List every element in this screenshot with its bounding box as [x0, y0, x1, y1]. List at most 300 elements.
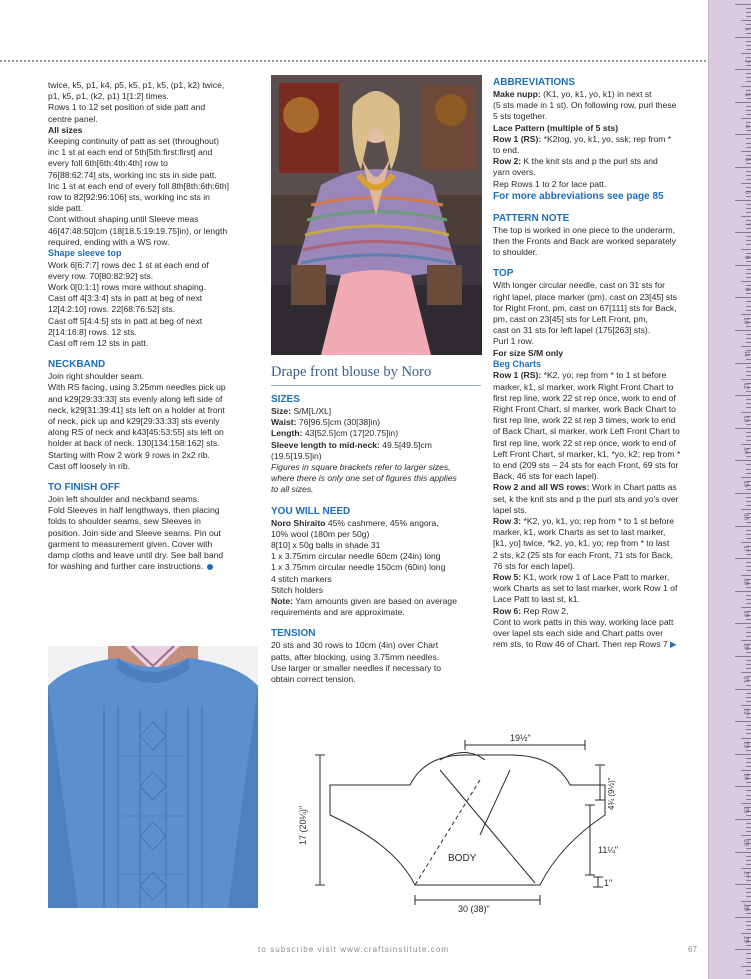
text-line: obtain correct tension. — [271, 674, 356, 685]
ruler-number: 26 — [743, 838, 749, 846]
neckband-heading: NECKBAND — [48, 359, 106, 371]
text-line: With RS facing, using 3.25mm needles pick up — [48, 382, 226, 393]
ruler-tick — [746, 45, 751, 46]
ruler-tick — [746, 175, 751, 176]
text-line: Cast off loosely in rib. — [48, 460, 130, 471]
ruler-number: 21 — [743, 675, 749, 683]
measuring-ruler — [708, 0, 751, 979]
top-width-label: 19½" — [510, 733, 531, 743]
lace-row-2-text — [493, 156, 705, 190]
text-line: over lapel sts each side and Chart patts over — [493, 628, 664, 639]
text-line: cast on 31 sts for left lapel (175[263] sts). — [493, 325, 651, 336]
ruler-tick — [746, 962, 751, 963]
ruler-tick — [746, 664, 751, 665]
text-line: 2 sts, k2 (25 sts for each Front, 71 sts for Back, — [493, 549, 674, 560]
text-line: Rows 1 to 12 set position of side patt and — [48, 102, 206, 113]
chart-row-3-text — [493, 516, 705, 572]
text-line: patts, after blocking, using 3.75mm needles. — [271, 651, 440, 662]
ruler-tick — [746, 212, 751, 213]
ruler-tick — [746, 562, 751, 563]
text-line: marker, k1, sl marker, work Right Front Chart to — [493, 381, 674, 392]
text-line: With longer circular needle, cast on 31 sts for — [493, 280, 665, 291]
text-line: Noro Shiraito 45% cashmere, 45% angora, — [271, 517, 439, 528]
drape-blouse-photo — [271, 75, 482, 355]
ruler-tick — [746, 301, 751, 302]
text-line: for Right Front, pm, cast on 67[111] sts for Back, — [493, 302, 677, 313]
ruler-tick — [741, 966, 751, 967]
ruler-tick — [741, 379, 751, 380]
text-line: 46[47:48:50]cm (18[18.5:19:19.75]in), or length — [48, 225, 228, 236]
end-dot-icon — [207, 564, 213, 570]
ruler-tick — [741, 444, 751, 445]
ruler-tick — [746, 285, 751, 286]
ruler-tick — [746, 253, 751, 254]
ruler-tick — [746, 860, 751, 861]
finish-text — [48, 494, 258, 572]
sizes-heading: SIZES — [271, 394, 300, 405]
lace-row-1-text — [493, 134, 705, 156]
ruler-tick — [746, 587, 751, 588]
ruler-tick — [746, 261, 751, 262]
text-line: Row 2 and all WS rows: Work in Chart patts as — [493, 482, 677, 493]
ruler-tick — [746, 501, 751, 502]
ruler-tick — [746, 399, 751, 400]
ruler-tick — [746, 326, 751, 327]
ruler-tick — [746, 497, 751, 498]
ruler-tick — [746, 505, 751, 506]
ruler-tick — [746, 790, 751, 791]
ruler-tick — [746, 489, 751, 490]
text-line: Row 5: K1, work row 1 of Lace Patt to marker, — [493, 572, 670, 583]
ruler-tick — [746, 717, 751, 718]
lace-pattern-label: Lace Pattern (multiple of 5 sts) — [493, 122, 619, 133]
ruler-tick — [746, 888, 751, 889]
ruler-tick — [746, 391, 751, 392]
text-line: garment to measurement given. Cover with — [48, 538, 213, 549]
text-line: Row 1 (RS): *K2tog, yo, k1, yo, ssk; rep from * — [493, 133, 672, 144]
ruler-tick — [735, 330, 751, 331]
ruler-tick — [735, 949, 751, 950]
ruler-number: 24 — [743, 773, 749, 781]
text-line: 76 sts for each lapel). — [493, 560, 576, 571]
page-number: 67 — [688, 945, 697, 954]
ruler-tick — [746, 953, 751, 954]
ruler-number: 17 — [743, 545, 749, 553]
text-line: required, ending with a WS row. — [48, 236, 170, 247]
pattern-note-text — [493, 225, 705, 259]
text-line: damp cloths and leave until dry. See ball band — [48, 550, 224, 561]
ruler-number: 28 — [743, 904, 749, 911]
text-line: The top is worked in one piece to the underarm, — [493, 224, 676, 235]
height-left-label: 17 (20¼)" — [298, 805, 308, 845]
ruler-tick — [741, 542, 751, 543]
neckband-text — [48, 371, 258, 472]
ruler-tick — [746, 57, 751, 58]
text-line: rem sts, to Row 46 of Chart. Then rep Rows 7 ▶ — [493, 639, 677, 650]
ruler-number: 6 — [743, 190, 749, 194]
ruler-tick — [741, 509, 751, 510]
ruler-number: 15 — [743, 480, 749, 487]
ruler-tick — [735, 689, 751, 690]
figures-note — [271, 462, 481, 496]
ruler-number: 27 — [743, 871, 749, 879]
text-line: centre panel. — [48, 113, 98, 124]
text-line: pm, cast on 23[45] sts for Left Front, pm, — [493, 314, 648, 325]
ruler-tick — [746, 660, 751, 661]
ruler-tick — [741, 575, 751, 576]
ruler-tick — [746, 827, 751, 828]
body-outline — [330, 755, 605, 885]
ruler-tick — [746, 464, 751, 465]
ruler-tick — [735, 265, 751, 266]
ruler-tick — [746, 958, 751, 959]
text-line: Back, 46 sts for each lapel). — [493, 471, 600, 482]
text-line: 5 sts together. — [493, 111, 547, 122]
ruler-tick — [746, 469, 751, 470]
ruler-tick — [746, 440, 751, 441]
ruler-tick — [746, 147, 751, 148]
text-line: to end (209 sts – 24 sts for each Front, 69 sts for — [493, 459, 679, 470]
text-line: side patt. — [48, 203, 83, 214]
pattern-note-heading: PATTERN NOTE — [493, 212, 570, 224]
ruler-tick — [746, 725, 751, 726]
tension-text — [271, 640, 481, 685]
ruler-tick — [746, 668, 751, 669]
ruler-tick — [746, 766, 751, 767]
text-line: 76[88:62:74] sts, working inc sts in side patt. — [48, 169, 217, 180]
ruler-tick — [746, 338, 751, 339]
right-mid-label: 11¼" — [598, 845, 619, 855]
ruler-number: 2 — [743, 59, 749, 64]
ruler-tick — [746, 848, 751, 849]
ruler-tick — [746, 880, 751, 881]
chart-row-1-text — [493, 370, 705, 482]
ruler-tick — [746, 913, 751, 914]
text-line: Use larger or smaller needles if necessary to — [271, 662, 442, 673]
ruler-tick — [746, 90, 751, 91]
column-middle — [271, 393, 481, 685]
ruler-tick — [746, 896, 751, 897]
text-line: Inc 1 st at each end of every foll 8th[8th:6th:6th] — [48, 180, 230, 191]
text-line: holder at back of neck. 130[134:158:162] sts. — [48, 438, 220, 449]
make-nupp-text — [493, 89, 705, 123]
text-line: right lapel, place marker (pm), cast on 23[45] sts — [493, 291, 677, 302]
column-right — [493, 76, 705, 650]
text-line: Row 2: K the knit sts and p the purl sts and — [493, 156, 658, 167]
ruler-tick — [746, 24, 751, 25]
more-abbreviations-link[interactable]: For more abbreviations see page 85 — [493, 190, 664, 202]
text-line: Rep Rows 1 to 2 for lace patt. — [493, 178, 607, 189]
size-line: Size: S/M[L/XL] — [271, 406, 332, 416]
text-line: Join right shoulder seam. — [48, 371, 145, 382]
ruler-number: 7 — [743, 222, 749, 227]
ruler-number: 3 — [743, 92, 749, 96]
ruler-tick — [735, 721, 751, 722]
ruler-number: 11 — [743, 350, 749, 357]
text-line: Row 1 (RS): *K2, yo; rep from * to 1 st before — [493, 370, 667, 381]
ruler-tick — [746, 701, 751, 702]
all-sizes-subheading: All sizes — [48, 124, 83, 135]
text-line: Left Front Chart, sl marker, k1, *yo, k2; rep from * — [493, 448, 681, 459]
ruler-tick — [746, 403, 751, 404]
text-line: lapel sts. — [493, 504, 527, 515]
text-line: Right Front Chart, sl marker, work Back Chart to — [493, 403, 676, 414]
text-line: Cont to work patts in this way, working lace patt — [493, 616, 674, 627]
ruler-tick — [735, 428, 751, 429]
body-schematic — [300, 725, 640, 915]
text-line: Note: Yarn amounts given are based on average — [271, 596, 457, 607]
ruler-tick — [746, 534, 751, 535]
ruler-tick — [741, 86, 751, 87]
ruler-tick — [735, 297, 751, 298]
chart-row-5-text — [493, 572, 705, 606]
ruler-tick — [746, 733, 751, 734]
ruler-tick — [746, 970, 751, 971]
text-line: to all sizes. — [271, 484, 314, 495]
ruler-tick — [746, 371, 751, 372]
ruler-tick — [735, 884, 751, 885]
text-line: and k29[29:33:33] sts evenly along left side of — [48, 393, 223, 404]
ruler-number: 1 — [743, 27, 749, 31]
ruler-tick — [735, 819, 751, 820]
ruler-tick — [746, 310, 751, 311]
text-line: Purl 1 row. — [493, 336, 534, 347]
ruler-tick — [746, 273, 751, 274]
text-line: 2[14:16:8] rows. 12 sts. — [48, 326, 137, 337]
text-line: Cast off 4[3:3:4] sts in patt at beg of next — [48, 293, 203, 304]
ruler-tick — [746, 240, 751, 241]
ruler-tick — [746, 799, 751, 800]
text-line: 4 stitch markers — [271, 573, 332, 584]
text-line: 1 x 3.75mm circular needle 150cm (60in) long — [271, 562, 446, 573]
ruler-number: 4 — [743, 125, 749, 129]
ruler-tick — [746, 595, 751, 596]
ruler-tick — [746, 627, 751, 628]
ruler-tick — [746, 473, 751, 474]
text-line: work Charts as set to last marker, work Row 1 of — [493, 583, 678, 594]
text-line: neck, k29[31:39:41] sts left on a holder at front — [48, 404, 225, 415]
ruler-tick — [746, 522, 751, 523]
ruler-tick — [741, 118, 751, 119]
ruler-tick — [746, 143, 751, 144]
ruler-number: 5 — [743, 157, 749, 161]
ruler-tick — [746, 750, 751, 751]
ruler-tick — [741, 835, 751, 836]
text-line: where there is only one set of figures this applies — [271, 473, 457, 484]
ruler-tick — [746, 929, 751, 930]
right-top-label: 4¾ (9½)" — [607, 777, 616, 810]
text-line: Make nupp: (K1, yo, k1, yo, k1) in next st — [493, 89, 652, 99]
ruler-tick — [746, 8, 751, 9]
ruler-tick — [746, 171, 751, 172]
waist-line: Waist: 76[96.5]cm (30[38]in) — [271, 417, 381, 428]
ruler-tick — [746, 196, 751, 197]
ruler-tick — [746, 187, 751, 188]
ruler-tick — [741, 901, 751, 902]
for-size-label: For size S/M only — [493, 347, 564, 358]
ruler-tick — [741, 640, 751, 641]
ruler-tick — [735, 754, 751, 755]
text-line: Starting with Row 2 work 9 rows in 2x2 rib. — [48, 449, 210, 460]
ruler-tick — [741, 803, 751, 804]
ruler-tick — [746, 114, 751, 115]
text-line: requirements and are approximate. — [271, 607, 405, 618]
text-line: first rep line, work 22 st rep once, work to end of — [493, 392, 676, 403]
footer-subscribe: to subscribe visit www.craftsinstitute.com — [258, 945, 450, 954]
text-line: along RS of neck and k43[45:53:55] sts left on — [48, 427, 224, 438]
ruler-tick — [741, 933, 751, 934]
ruler-tick — [746, 436, 751, 437]
text-line: marker, k1, work Charts as set to last marker, — [493, 527, 666, 538]
text-line: Row 3: *K2, yo, k1, yo; rep from * to 1 st before — [493, 516, 675, 526]
ruler-tick — [746, 130, 751, 131]
ruler-number: 22 — [743, 708, 749, 716]
text-line: Cont without shaping until Sleeve meas — [48, 214, 199, 225]
ruler-tick — [746, 77, 751, 78]
text-line: Keeping continuity of patt as set (throughout) — [48, 136, 220, 147]
ruler-tick — [746, 599, 751, 600]
ruler-tick — [735, 623, 751, 624]
body-label: BODY — [448, 853, 477, 864]
blue-sweater-photo — [48, 646, 258, 908]
shape-sleeve-top-text — [48, 260, 258, 350]
ruler-tick — [741, 216, 751, 217]
ruler-tick — [746, 16, 751, 17]
ruler-number: 23 — [743, 741, 749, 748]
text-line: first rep line, work 22 st rep 3 times, work to end — [493, 415, 676, 426]
ruler-tick — [746, 795, 751, 796]
ruler-tick — [741, 477, 751, 478]
sleeve-length-line: Sleeve length to mid-neck: 49.5[49.5]cm — [271, 439, 432, 450]
ruler-tick — [746, 138, 751, 139]
ruler-number: 25 — [743, 806, 749, 813]
ruler-tick — [746, 41, 751, 42]
text-line: 10% wool (180m per 50g) — [271, 528, 370, 539]
ruler-tick — [735, 558, 751, 559]
text-line: to shoulder. — [493, 247, 538, 258]
ruler-tick — [746, 636, 751, 637]
text-line: of neck, pick up and k29[29:33:33] sts evenly — [48, 415, 220, 426]
ruler-number: 18 — [743, 578, 749, 585]
ruler-tick — [746, 685, 751, 686]
ruler-tick — [746, 697, 751, 698]
ruler-tick — [746, 652, 751, 653]
text-line: 1 x 3.75mm circular needle 60cm (24in) long — [271, 551, 441, 562]
ruler-tick — [746, 693, 751, 694]
ruler-tick — [741, 20, 751, 21]
ruler-tick — [746, 758, 751, 759]
ruler-number: 19 — [743, 610, 749, 618]
ruler-tick — [746, 334, 751, 335]
text-line: Cast off 5[4:4:5] sts in patt at beg of next — [48, 315, 203, 326]
text-line: row to 82[92:96:106] sts, working inc sts in — [48, 192, 210, 203]
beg-charts-heading: Beg Charts — [493, 358, 542, 369]
ruler-tick — [735, 460, 751, 461]
ruler-tick — [746, 236, 751, 237]
ruler-tick — [746, 293, 751, 294]
ruler-tick — [746, 864, 751, 865]
ruler-tick — [746, 619, 751, 620]
ruler-tick — [746, 204, 751, 205]
ruler-number: 12 — [743, 382, 749, 390]
ruler-tick — [735, 69, 751, 70]
text-line: [k1, yo] twice, *k2, yo, k1, yo; rep from * to last — [493, 538, 670, 549]
ruler-tick — [746, 921, 751, 922]
ruler-tick — [735, 786, 751, 787]
ruler-tick — [746, 179, 751, 180]
ruler-tick — [741, 53, 751, 54]
ruler-tick — [746, 208, 751, 209]
ruler-tick — [735, 134, 751, 135]
text-line: 12[4:2:10] rows. 22[68:76:52] sts. — [48, 304, 176, 315]
text-line: 8[10] x 50g balls in shade 31 — [271, 540, 381, 551]
sleeve-continuation-text — [48, 80, 258, 125]
ruler-tick — [746, 570, 751, 571]
ruler-tick — [735, 591, 751, 592]
text-line: Cast off rem 12 sts in patt. — [48, 337, 149, 348]
continue-arrow-icon: ▶ — [667, 639, 677, 650]
ruler-tick — [746, 73, 751, 74]
ruler-tick — [735, 917, 751, 918]
text-line: folds to shoulder seams, sew Sleeves in — [48, 516, 201, 527]
ruler-tick — [735, 363, 751, 364]
ruler-tick — [746, 163, 751, 164]
text-line: position. Join side and Sleeve seams. Pin out — [48, 527, 221, 538]
ruler-tick — [746, 98, 751, 99]
ruler-tick — [746, 782, 751, 783]
text-line: 20 sts and 30 rows to 10cm (4in) over Chart — [271, 640, 439, 651]
text-line: yarn overs. — [493, 167, 536, 178]
text-line: (5 sts made in 1 st). On following row, purl these — [493, 100, 677, 111]
ruler-number: 9 — [743, 288, 749, 292]
ruler-tick — [746, 106, 751, 107]
ruler-tick — [741, 412, 751, 413]
ruler-tick — [746, 277, 751, 278]
ruler-tick — [746, 407, 751, 408]
ruler-tick — [746, 632, 751, 633]
you-will-need-list — [271, 518, 481, 596]
ruler-tick — [746, 554, 751, 555]
ruler-tick — [746, 49, 751, 50]
ruler-tick — [746, 81, 751, 82]
ruler-tick — [746, 892, 751, 893]
ruler-number: 13 — [743, 415, 749, 422]
ruler-tick — [746, 856, 751, 857]
text-line: set, k the knit sts and p the purl sts and yo's over — [493, 493, 679, 504]
ruler-number: 29 — [743, 936, 749, 944]
ruler-tick — [746, 925, 751, 926]
ruler-tick — [746, 306, 751, 307]
ruler-tick — [746, 220, 751, 221]
ruler-tick — [746, 359, 751, 360]
caption-rule — [271, 385, 481, 386]
ruler-tick — [735, 493, 751, 494]
ruler-tick — [746, 538, 751, 539]
ruler-tick — [735, 852, 751, 853]
all-sizes-text — [48, 136, 258, 248]
column-left — [48, 80, 258, 572]
shape-sleeve-top-heading: Shape sleeve top — [48, 248, 122, 259]
ruler-tick — [741, 151, 751, 152]
ruler-tick — [746, 566, 751, 567]
text-line: Join left shoulder and neckband seams. — [48, 494, 200, 504]
ruler-tick — [746, 762, 751, 763]
text-line: of Back Chart, sl marker, work Left Front Chart to — [493, 426, 680, 437]
text-line: p1, k5, p1, (k2, p1) 1[1:2] times. — [48, 91, 169, 102]
ruler-tick — [741, 281, 751, 282]
text-line: Stitch holders — [271, 584, 324, 595]
text-line: first rep line, work 22 st rep once, work to end of — [493, 437, 676, 448]
